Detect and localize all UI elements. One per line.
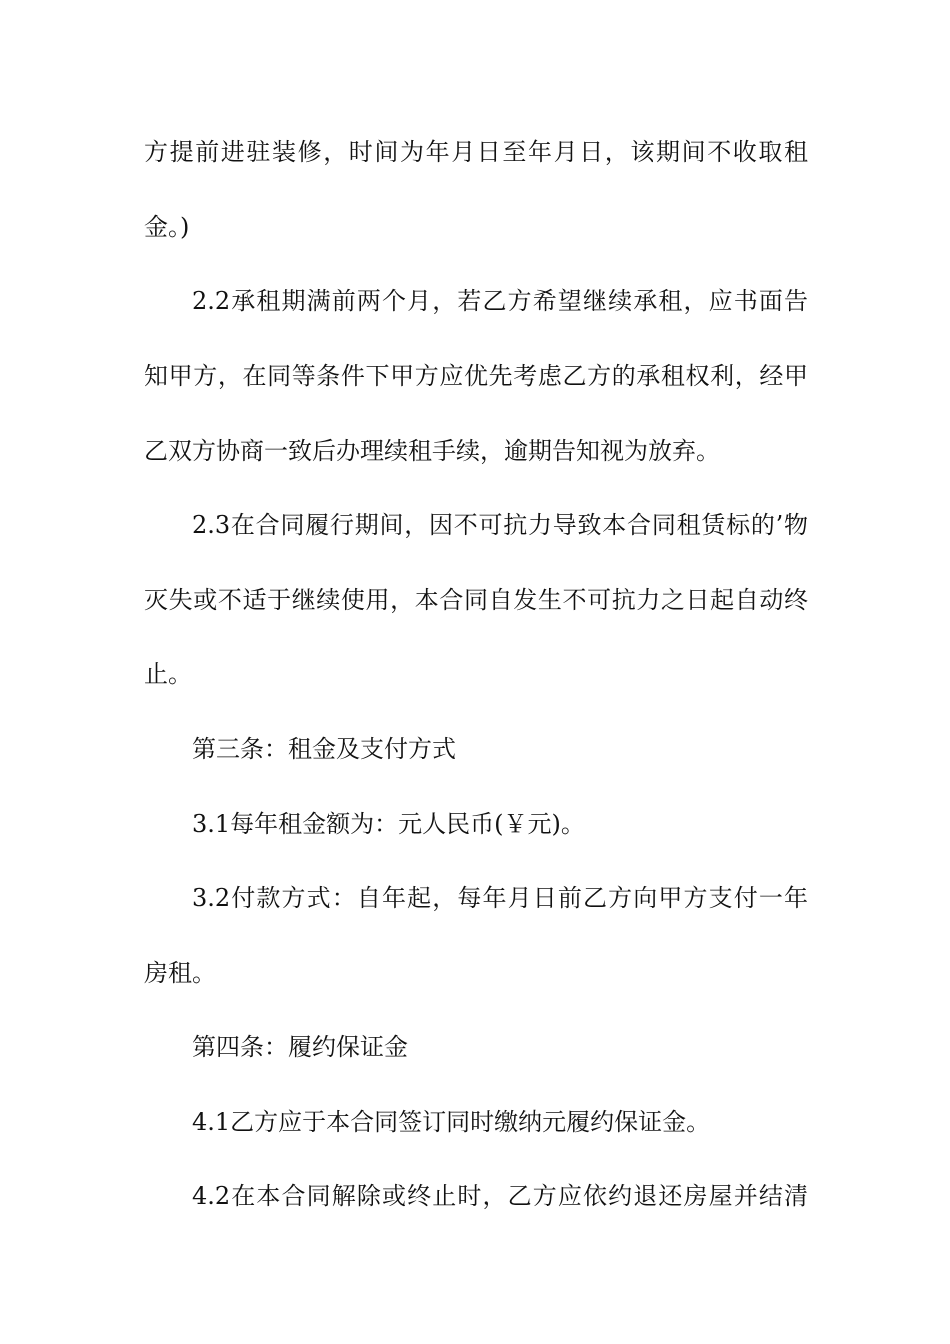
text-line: 2.2承租期满前两个月，若乙方希望继续承租，应书面告 xyxy=(192,287,808,315)
text-line: 2.3在合同履行期间，因不可抗力导致本合同租赁标的’物 xyxy=(192,511,808,539)
text-line: 房租。 xyxy=(144,959,216,987)
text-line: 止。 xyxy=(144,660,192,688)
text-line: 4.1乙方应于本合同签订同时缴纳元履约保证金。 xyxy=(192,1108,711,1136)
text-line: 灭失或不适于继续使用，本合同自发生不可抗力之日起自动终 xyxy=(144,586,808,614)
section-heading: 第三条：租金及支付方式 xyxy=(192,735,456,763)
text-line: 3.1每年租金额为：元人民币(￥元)。 xyxy=(192,810,585,838)
text-line: 乙双方协商一致后办理续租手续，逾期告知视为放弃。 xyxy=(144,437,720,465)
text-line: 知甲方，在同等条件下甲方应优先考虑乙方的承租权利，经甲 xyxy=(144,362,808,390)
text-line: 4.2在本合同解除或终止时，乙方应依约退还房屋并结清 xyxy=(192,1182,808,1210)
section-heading: 第四条：履约保证金 xyxy=(192,1033,408,1061)
text-line: 方提前进驻装修，时间为年月日至年月日，该期间不收取租 xyxy=(144,138,808,166)
text-line: 金。) xyxy=(144,213,190,241)
text-line: 3.2付款方式：自年起，每年月日前乙方向甲方支付一年 xyxy=(192,884,808,912)
